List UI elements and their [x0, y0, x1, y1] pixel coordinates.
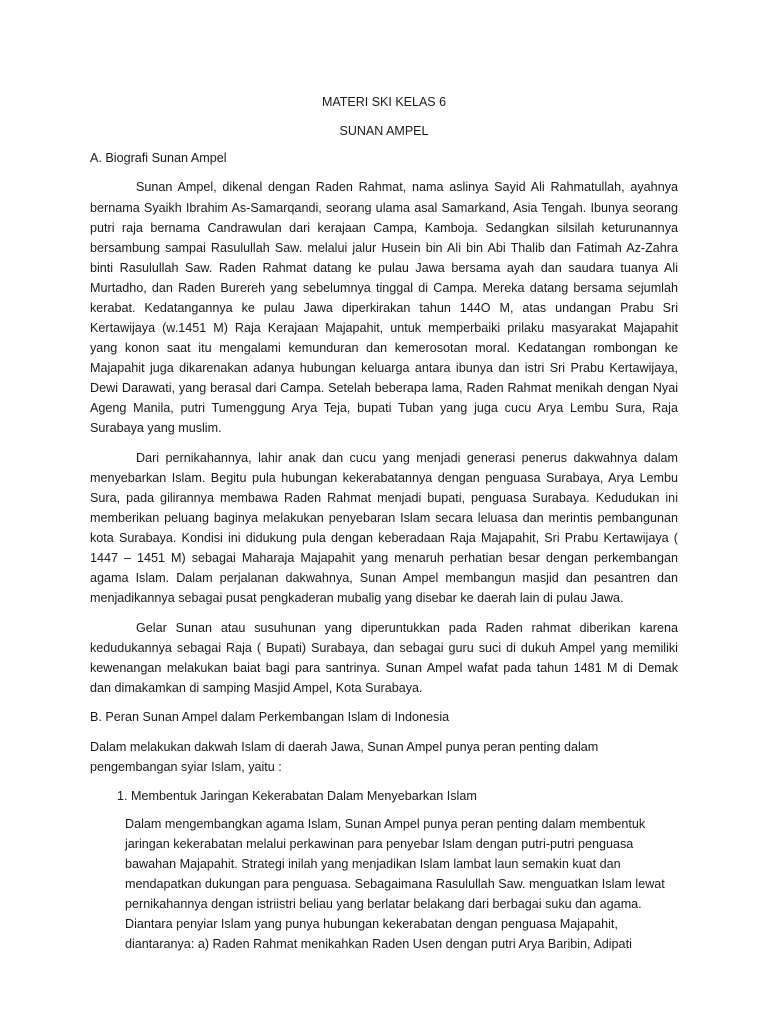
paragraph-line: yang konon saat itu mengalami kemunduran dan kemerosotan moral. Kedatangan rombongan ke [90, 341, 678, 355]
paragraph-line: Dalam mengembangkan agama Islam, Sunan Ampel punya peran penting dalam membentuk [125, 817, 646, 831]
paragraph-line: Murtadho, dan Raden Burereh yang sebelumnya tinggal di Campa. Mereka datang bersama sejumlah [90, 281, 678, 295]
document-subtitle: SUNAN AMPEL [339, 124, 429, 138]
paragraph-line: Dari pernikahannya, lahir anak dan cucu yang menjadi generasi penerus dakwahnya dalam [136, 451, 678, 465]
paragraph-line: mendapatkan dukungan para penguasa. Sebagaimana Rasulullah Saw. menguatkan Islam lewat [125, 877, 665, 891]
paragraph-line: binti Rasulullah Saw. Raden Rahmat datang ke pulau Jawa bersama ayah dan saudara tuanya Ali [90, 261, 678, 275]
paragraph-line: kota Surabaya. Kondisi ini didukung pula dengan keberadaan Raja Majapahit, Sri Prabu Kertawijaya ( [90, 531, 678, 545]
paragraph-line: Gelar Sunan atau susuhunan yang diperuntukkan pada Raden rahmat diberikan karena [136, 621, 678, 635]
paragraph-line: jaringan kekerabatan melalui perkawinan para penyebar Islam dengan putri-putri penguasa [125, 837, 634, 851]
paragraph-line: Dewi Darawati, yang berasal dari Campa. Setelah beberapa lama, Raden Rahmat menikah dengan Nyai [90, 381, 678, 395]
paragraph-line: Diantara penyiar Islam yang punya hubungan kekerabatan dengan penguasa Majapahit, [125, 917, 618, 931]
paragraph-line: pengembangan syiar Islam, yaitu : [90, 760, 282, 774]
paragraph-line: pernikahannya dengan istriistri beliau yang berlatar belakang dari berbagai suku dan agama. [125, 897, 642, 911]
paragraph-line: diantaranya: a) Raden Rahmat menikahkan Raden Usen dengan putri Arya Baribin, Adipati [125, 937, 632, 951]
paragraph-line: Sunan Ampel, dikenal dengan Raden Rahmat, nama aslinya Sayid Ali Rahmatullah, ayahnya [136, 180, 678, 194]
paragraph-line: kewenangan melakukan baiat bagi para santrinya. Sunan Ampel wafat pada tahun 1481 M di Demak [90, 661, 678, 675]
paragraph-line: dan dimakamkan di samping Masjid Ampel, Kota Surabaya. [90, 681, 423, 695]
paragraph-line: Surabaya yang muslim. [90, 421, 222, 435]
paragraph-line: Dalam melakukan dakwah Islam di daerah Jawa, Sunan Ampel punya peran penting dalam [90, 740, 599, 754]
paragraph-line: memberikan peluang baginya melakukan penyebaran Islam secara leluasa dan merintis pembangunan [90, 511, 678, 525]
paragraph-line: bernama Syaikh Ibrahim As-Samarqandi, seorang ulama asal Samarkand, Asia Tengah. Ibunya seorang [90, 201, 678, 215]
paragraph-line: putri raja bernama Candrawulan dari kerajaan Campa, Kamboja. Sedangkan silsilah keturunannya [90, 221, 678, 235]
paragraph-line: Majapahit juga dikarenakan adanya hubungan keluarga antara ibunya dan istri Sri Prabu Kertawijaya, [90, 361, 678, 375]
paragraph-line: menyebarkan Islam. Begitu pula hubungan kekerabatannya dengan penguasa Surabaya, Arya Lembu [90, 471, 678, 485]
paragraph-line: 1447 – 1451 M) sebagai Maharaja Majapahit yang menaruh perhatian besar dengan perkembangan [90, 551, 678, 565]
paragraph-line: kedudukannya sebagai Raja ( Bupati) Surabaya, dan sebagai guru suci di dukuh Ampel yang memiliki [90, 641, 678, 655]
section-a-heading: A. Biografi Sunan Ampel [90, 151, 227, 165]
section-b-heading: B. Peran Sunan Ampel dalam Perkembangan Islam di Indonesia [90, 710, 450, 724]
paragraph-line: bawahan Majapahit. Strategi inilah yang menjadikan Islam lambat laun semakin kuat dan [125, 857, 621, 871]
list-item-heading: 1. Membentuk Jaringan Kekerabatan Dalam Menyebarkan Islam [117, 789, 477, 803]
paragraph-line: Ageng Manila, putri Tumenggung Arya Teja, bupati Tuban yang juga cucu Arya Lembu Sura, Raja [90, 401, 678, 415]
paragraph-line: Kertawijaya (w.1451 M) Raja Kerajaan Majapahit, untuk memperbaiki prilaku masyarakat Majapahit [90, 321, 678, 335]
paragraph-line: bersambung sampai Rasulullah Saw. melalui jalur Husein bin Ali bin Abi Thalib dan Fatimah Az-Zahra [90, 241, 678, 255]
paragraph-line: Sura, pada gilirannya membawa Raden Rahmat menjadi bupati, penguasa Surabaya. Kedudukan ini [90, 491, 678, 505]
paragraph-line: agama Islam. Dalam perjalanan dakwahnya, Sunan Ampel membangun masjid dan pesantren dan [90, 571, 678, 585]
document-title: MATERI SKI KELAS 6 [321, 95, 447, 109]
paragraph-line: kerabat. Kedatangannya ke pulau Jawa diperkirakan tahun 144O M, atas undangan Prabu Sri [90, 301, 678, 315]
paragraph-line: menjadikannya sebagai pusat pengkaderan mubalig yang disebar ke daerah lain di pulau Jawa. [90, 591, 624, 605]
